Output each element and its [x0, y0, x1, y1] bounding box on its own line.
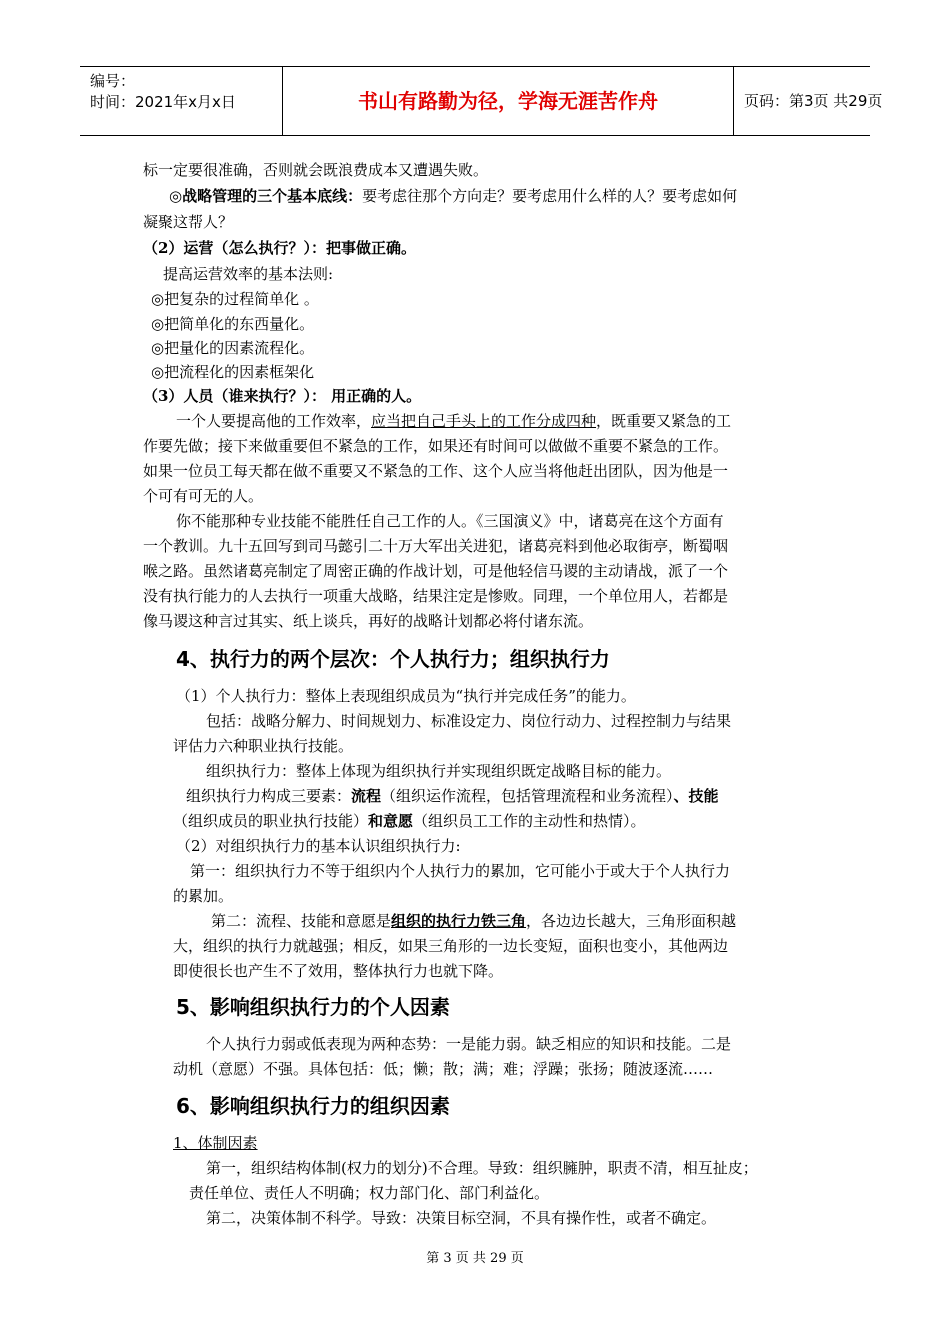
paragraph-line: 第一：组织执行力不等于组织内个人执行力的累加，它可能小于或大于个人执行力 — [190, 862, 731, 880]
paragraph-line: （2）对组织执行力的基本认识组织执行力: — [176, 837, 461, 855]
text-span: （组织运作流程，包括管理流程和业务流程） — [381, 787, 674, 805]
text-span: （组织成员的职业执行技能） — [173, 812, 369, 830]
paragraph-line: 大，组织的执行力就越强；相反，如果三角形的一边长变短，面积也变小，其他两边 — [173, 937, 729, 955]
number-label: 编号： — [90, 72, 136, 90]
section-heading-5: 5、影响组织执行力的个人因素 — [176, 995, 450, 1019]
subheading: （2）运营（怎么执行？）：把事做正确。 — [143, 239, 416, 257]
text-span: ，既重要又紧急的工 — [596, 412, 732, 430]
paragraph-line: 动机（意愿）不强。具体包括：低；懒；散；满；难；浮躁；张扬；随波逐流…… — [173, 1060, 714, 1078]
bold-term: 、技能 — [673, 787, 719, 805]
paragraph-line — [169, 186, 737, 206]
text-span: ，各边边长越大，三角形面积越 — [526, 912, 737, 930]
paragraph-line — [176, 411, 731, 431]
paragraph-line: 喉之路。虽然诸葛亮制定了周密正确的作战计划，可是他轻信马谡的主动请战，派了一个 — [143, 562, 729, 580]
underlined-text: 应当把自己手头上的工作分成四种 — [371, 412, 597, 430]
list-item: ◎把量化的因素流程化。 — [151, 339, 315, 357]
paragraph-line: 你不能那种专业技能不能胜任自己工作的人。《三国演义》中，诸葛亮在这个方面有 — [176, 512, 724, 530]
list-item: ◎把复杂的过程简单化 。 — [151, 290, 319, 308]
header-page-number: 页码：第3页 共29页 — [744, 92, 883, 110]
bold-label: ◎战略管理的三个基本底线： — [169, 187, 363, 205]
section-heading-6: 6、影响组织执行力的组织因素 — [176, 1094, 450, 1118]
text-span: 第二：流程、技能和意愿是 — [211, 912, 392, 930]
list-item: ◎把流程化的因素框架化 — [151, 363, 315, 381]
paragraph-line: 责任单位、责任人不明确；权力部门化、部门利益化。 — [189, 1184, 550, 1202]
subsection-title: 1、体制因素 — [173, 1134, 258, 1152]
paragraph-line: （1）个人执行力：整体上表现组织成员为“执行并完成任务”的能力。 — [176, 687, 636, 705]
paragraph-line: 一个教训。九十五回写到司马懿引二十万大军出关进犯，诸葛亮料到他必取街亭，断蜀咽 — [143, 537, 729, 555]
text-span: 一个人要提高他的工作效率， — [176, 412, 372, 430]
header-meta — [80, 67, 282, 135]
paragraph-line: 组织执行力：整体上体现为组织执行并实现组织既定战略目标的能力。 — [206, 762, 672, 780]
date-label: 时间：2021年x月x日 — [90, 93, 236, 111]
text-span: （组织员工工作的主动性和热情）。 — [413, 812, 646, 830]
paragraph-line — [186, 786, 719, 806]
paragraph-line: 标一定要很准确，否则就会既浪费成本又遭遇失败。 — [143, 161, 489, 179]
paragraph-line: 的累加。 — [173, 887, 234, 905]
paragraph-line: 即使很长也产生不了效用，整体执行力也就下降。 — [173, 962, 504, 980]
paragraph-line: 如果一位员工每天都在做不重要又不紧急的工作、这个人应当将他赶出团队，因为他是一 — [143, 462, 729, 480]
paragraph-line — [211, 911, 736, 931]
paragraph-line: 个人执行力弱或低表现为两种态势：一是能力弱。缺乏相应的知识和技能。二是 — [206, 1035, 732, 1053]
paragraph-line: 个可有可无的人。 — [143, 487, 264, 505]
paragraph-line: 凝聚这帮人？ — [143, 213, 234, 231]
bold-term: 流程 — [351, 787, 382, 805]
text-span: 要考虑往那个方向走？要考虑用什么样的人？要考虑如何 — [362, 187, 738, 205]
text-span: 组织执行力构成三要素： — [186, 787, 352, 805]
section-heading-4: 4、执行力的两个层次：个人执行力；组织执行力 — [176, 647, 610, 671]
paragraph-line: 提高运营效率的基本法则: — [163, 265, 334, 283]
page-header — [80, 66, 883, 136]
list-item: ◎把简单化的东西量化。 — [151, 315, 315, 333]
paragraph-line: 作要先做；接下来做重要但不紧急的工作，如果还有时间可以做做不重要不紧急的工作。 — [143, 437, 729, 455]
paragraph-line — [173, 811, 646, 831]
bold-underlined-term: 组织的执行力铁三角 — [391, 912, 527, 930]
paragraph-line: 第一，组织结构体制(权力的划分)不合理。导致：组织臃肿，职责不清，相互扯皮； — [206, 1159, 758, 1177]
subheading: （3）人员（谁来执行？）： 用正确的人。 — [143, 387, 422, 405]
paragraph-line: 第二，决策体制不科学。导致：决策目标空洞，不具有操作性，或者不确定。 — [206, 1209, 717, 1227]
paragraph-line: 评估力六种职业执行技能。 — [173, 737, 354, 755]
header-motto: 书山有路勤为径，学海无涯苦作舟 — [282, 67, 734, 135]
page-footer: 第 3 页 共 29 页 — [426, 1251, 524, 1266]
paragraph-line: 包括：战略分解力、时间规划力、标准设定力、岗位行动力、过程控制力与结果 — [206, 712, 732, 730]
paragraph-line: 像马谡这种言过其实、纸上谈兵，再好的战略计划都必将付诸东流。 — [143, 612, 594, 630]
paragraph-line: 没有执行能力的人去执行一项重大战略，结果注定是惨败。同理，一个单位用人，若都是 — [143, 587, 729, 605]
bold-term: 和意愿 — [368, 812, 414, 830]
